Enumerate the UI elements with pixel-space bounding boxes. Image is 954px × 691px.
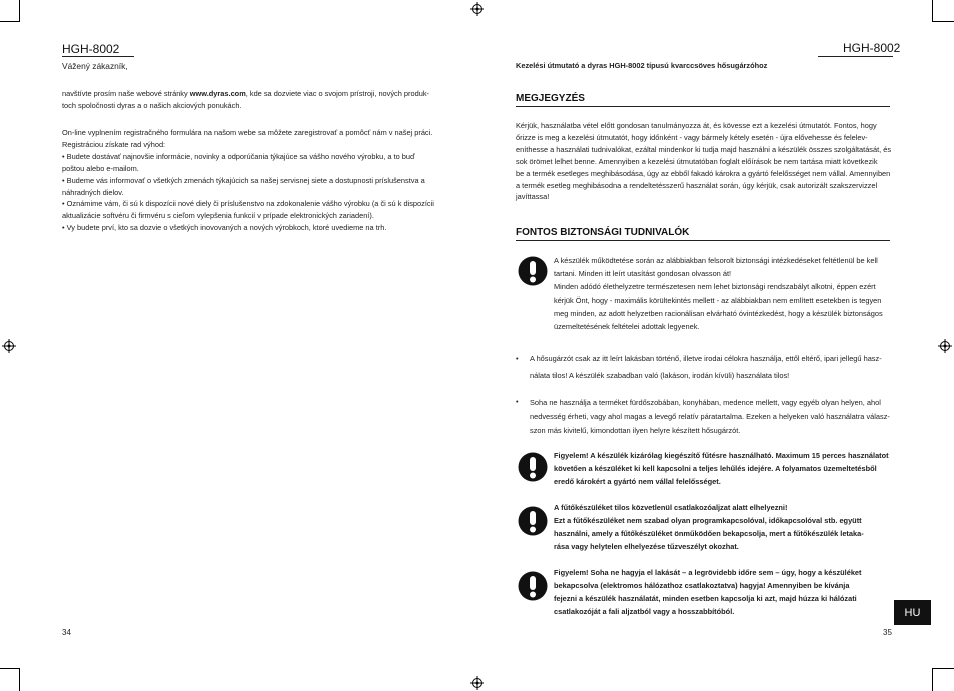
text-line: sok örömet lelhet benne. Amennyiben a kezelési útmutatóban foglalt előírások be nem tartása miatt következik [516,156,878,166]
exclamation-warning-icon [518,256,548,286]
text-line: Kérjük, használatba vétel előtt gondosan tanulmányozza át, és kövesse ezt a kezelési útmutatót. Fontos, hogy [516,121,877,130]
text-line: On-line vyplnením registračného formulára na našom webe sa môžete zaregistrovať a pomôcť nám v našej práci. [62,128,433,137]
language-tab-label: HU [904,606,921,619]
list-item [516,353,882,383]
section-rule [516,240,890,241]
text-line: követően a készüléket ki kell kapcsolni a teljes lehűlés idejére. A folyamatos üzemeltetésből [554,464,877,473]
registration-crosshair-icon [2,339,16,353]
text-line: aktualizácie softvéru či firmvéru s cieľom vylepšenia funkcií v prípade elektronických zariadení). [62,211,374,221]
text-line: poštou alebo e-mailom. [62,163,139,173]
intro-paragraph [62,88,429,112]
model-header-left: HGH-8002 [62,42,120,56]
crop-mark [19,0,20,22]
crop-mark [19,668,20,691]
warning-text [554,501,864,553]
exclamation-warning-icon [518,452,548,482]
intro-line: navštívte prosím naše webové stránky www.dyras.com, kde sa dozviete viac o svojom prístroji, nových produk- [62,89,429,98]
registration-crosshair-icon [938,339,952,353]
crop-mark [0,21,20,22]
text-line: őrizze is meg a kezelési útmutatót, hogy időnként - vagy bármely kétely esetén - újra elővehesse és felelev- [516,132,868,142]
text-line: náhradných dielov. [62,187,124,197]
text-line: fejezni a készülék használatát, minden esetben kapcsolja ki azt, majd húzza ki hálózati [554,594,857,603]
text-line: Figyelem! Soha ne hagyja el lakását – a legrövidebb időre sem – úgy, hogy a készüléket [554,568,862,577]
registration-crosshair-icon [470,676,484,690]
text-line: Registráciou získate rad výhod: [62,139,166,149]
greeting: Vážený zákazník, [62,61,128,71]
bullet-icon: • [516,354,519,363]
text-line: eredő károkért a gyártó nem vállal felelősséget. [554,477,721,486]
text-line: nálata tilos! A készülék szabadban való (lakáson, irodán kívüli) használata tilos! [530,371,790,381]
section-title-note: MEGJEGYZÉS [516,93,585,104]
document-subtitle: Kezelési útmutató a dyras HGH-8002 típusú kvarccsöves hősugárzóhoz [516,61,768,70]
text-line: A fűtőkészüléket tilos közvetlenül csatlakozóaljzat alatt elhelyezni! [554,503,788,512]
text-line: nedvesség érheti, vagy ahol magas a levegő relatív páratartalma. Ezeken a helyeken való használatra válasz- [530,411,890,421]
crop-mark [932,668,954,669]
text-line: Soha ne használja a terméket fürdőszobában, konyhában, medence mellett, vagy egyéb olyan helyen, ahol [530,398,881,407]
text-line: • Vy budete prví, kto sa dozvie o všetkých inovovaných a nových výrobkoch, ktoré uvedieme na trh. [62,223,387,233]
warning-text [554,566,862,618]
section-title-safety: FONTOS BIZTONSÁGI TUDNIVALÓK [516,227,690,238]
text-line: a termék esetleg meghibásodna a rendeltetésszerű használat során, úgy kérjük, csak autorizált szakszervizzel [516,180,878,190]
page-number-right: 35 [883,628,892,637]
exclamation-warning-icon [518,571,548,601]
warning-text [554,449,889,488]
text-line: meg minden, az adott helyzetben racionálisan elvárható óvintézkedést, hogy a készülék biztonságos [554,308,883,318]
crop-mark [932,21,954,22]
warning-text [554,254,883,333]
text-line: szon más kivitelű, kimondottan ilyen helyre készített hősugárzót. [530,425,741,435]
text-line: Minden adódó élethelyzetre természetesen nem lehet biztonsági rendszabályt alkotni, éppen ezért [554,282,876,292]
text-line: tartani. Minden itt leírt utasítást gondosan olvasson át! [554,269,732,279]
crop-mark [0,668,20,669]
crop-mark [932,0,933,22]
exclamation-warning-icon [518,506,548,536]
text-line: • Oznámime vám, či sú k dispozícii nové diely či príslušenstvo na zdokonalenie vášho výrobku (a či sú k dispozícii [62,199,434,209]
language-tab [894,600,931,625]
text-line: • Budeme vás informovať o všetkých zmenách týkajúcich sa našej servisnej siete a dostupnosti príslušenstva a [62,175,425,185]
text-line: üzemeltetésének feltételei adottak legyenek. [554,322,700,332]
text-line: Figyelem! A készülék kizárólag kiegészítő fűtésre használható. Maximum 15 perces használatot [554,451,889,460]
section-rule [516,106,890,107]
page-number-left: 34 [62,628,71,637]
text-line: be a termék esetleges meghibásodása, úgy az ebből fakadó károkra a gyártó felelősséget nem vállal. Amennyiben [516,168,891,178]
intro-line: toch spoločnosti dyras a o našich akciových ponukách. [62,100,242,110]
text-line: bekapcsolva (elektromos hálózathoz csatlakoztatva) hagyja! Amennyiben be kívánja [554,581,850,590]
text-line: Ezt a fűtőkészüléket nem szabad olyan programkapcsolóval, időkapcsolóval stb. együtt [554,516,862,525]
text-line: • Budete dostávať najnovšie informácie, novinky a odporúčania týkajúce sa vášho nového výrobku, a to buď [62,151,415,161]
text-line: csatlakozóját a fali aljzatból vagy a hosszabbítóból. [554,607,735,616]
bullet-icon: • [516,397,519,406]
list-item [516,396,890,437]
text-line: rása vagy helytelen elhelyezése tűzveszélyt okozhat. [554,542,739,551]
text-line: A készülék működtetése során az alábbiakban felsorolt biztonsági intézkedéseket feltétlenül be kell [554,256,878,265]
header-rule-left [62,56,134,57]
text-line: javíttassa! [516,192,550,202]
registration-paragraph [62,127,434,234]
text-line: kérjük Önt, hogy - maximális körültekintés mellett - az alábbiakban nem említett esetekben is tegyen [554,295,882,305]
text-line: A hősugárzót csak az itt leírt lakásban történő, illetve irodai célokra használja, ettől eltérő, ipari jellegű hasz- [530,354,882,363]
text-line: eníthesse a használati tudnivalókat, ezáltal mindenkor ki tudja majd használni a készülék összes szolgáltatását, és [516,144,892,154]
header-rule-right [818,56,893,57]
model-header-right: HGH-8002 [843,41,901,55]
registration-crosshair-icon [470,2,484,16]
note-paragraph [516,120,891,203]
text-line: használni, amely a fűtőkészüléket önműködően bekapcsolja, mert a fűtőkészülék letaka- [554,529,864,538]
crop-mark [932,668,933,691]
